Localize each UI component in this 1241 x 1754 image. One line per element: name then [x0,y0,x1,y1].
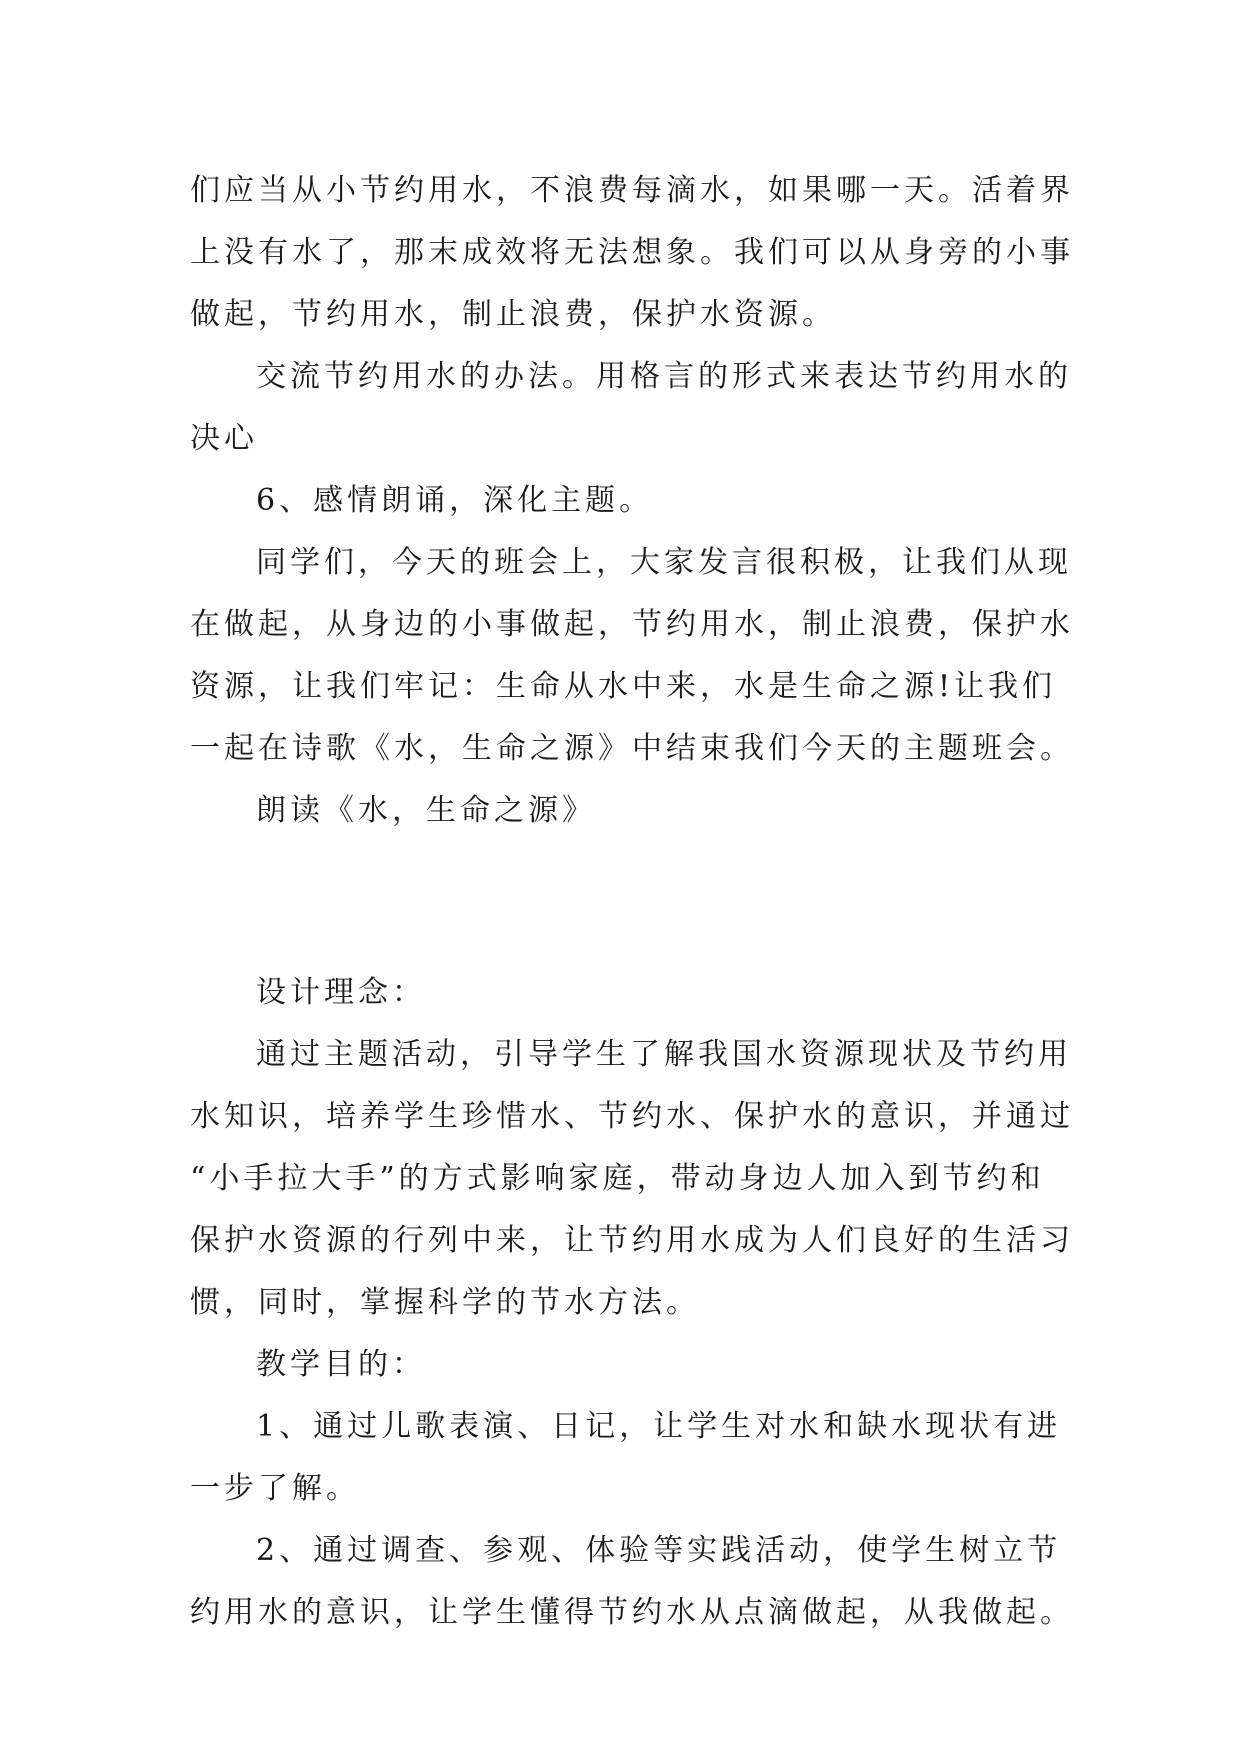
text-line: 1、通过儿歌表演、日记，让学生对水和缺水现状有进 [256,1409,1062,1444]
text-line: 上没有水了，那末成效将无法想象。我们可以从身旁的小事 [190,235,1074,270]
paragraph-recitation [190,780,1070,842]
text-line: 朗读《水，生命之源》 [256,793,596,828]
text-line: 一步了解。 [190,1471,360,1506]
text-line: 水知识，培养学生珍惜水、节约水、保护水的意识，并通过 [190,1099,1074,1134]
text-line: 设计理念： [256,975,426,1010]
section-spacer [190,842,1070,898]
text-line: 约用水的意识，让学生懂得节约水从点滴做起，从我做起。 [190,1595,1074,1630]
text-line: 保护水资源的行列中来，让节约用水成为人们良好的生活习 [190,1223,1074,1258]
text-line: 教学目的： [256,1347,426,1382]
document-body [190,160,1074,1644]
paragraph-closing-speech [190,532,1074,780]
text-line: 资源，让我们牢记：生命从水中来，水是生命之源!让我们 [190,669,1057,704]
text-line: 6、感情朗诵，深化主题。 [256,483,654,518]
paragraph-teaching-goals-label [190,1334,1070,1396]
paragraph-goal-2 [190,1520,1074,1644]
paragraph-design-concept [190,1024,1074,1334]
text-line: 交流节约用水的办法。用格言的形式来表达节约用水的 [256,359,1072,394]
text-line: 惯，同时，掌握科学的节水方法。 [190,1285,700,1320]
paragraph-goal-1 [190,1396,1070,1520]
text-line: 做起，节约用水，制止浪费，保护水资源。 [190,297,836,332]
section-heading [190,898,1070,962]
paragraph-exchange-methods [190,346,1070,470]
text-line: 决心 [190,421,258,456]
paragraph-water-saving-conclusion [190,160,1074,346]
text-line: 2、通过调查、参观、体验等实践活动，使学生树立节 [256,1533,1062,1568]
paragraph-step-6 [190,470,1070,532]
text-line: 一起在诗歌《水，生命之源》中结束我们今天的主题班会。 [190,731,1074,766]
text-line: “小手拉大手”的方式影响家庭，带动身边人加入到节约和 [190,1161,1045,1196]
text-line: 同学们，今天的班会上，大家发言很积极，让我们从现 [256,545,1072,580]
paragraph-design-concept-label [190,962,1070,1024]
text-line: 们应当从小节约用水，不浪费每滴水，如果哪一天。活着界 [190,173,1074,208]
text-line: 在做起，从身边的小事做起，节约用水，制止浪费，保护水 [190,607,1074,642]
text-line: 通过主题活动，引导学生了解我国水资源现状及节约用 [256,1037,1072,1072]
